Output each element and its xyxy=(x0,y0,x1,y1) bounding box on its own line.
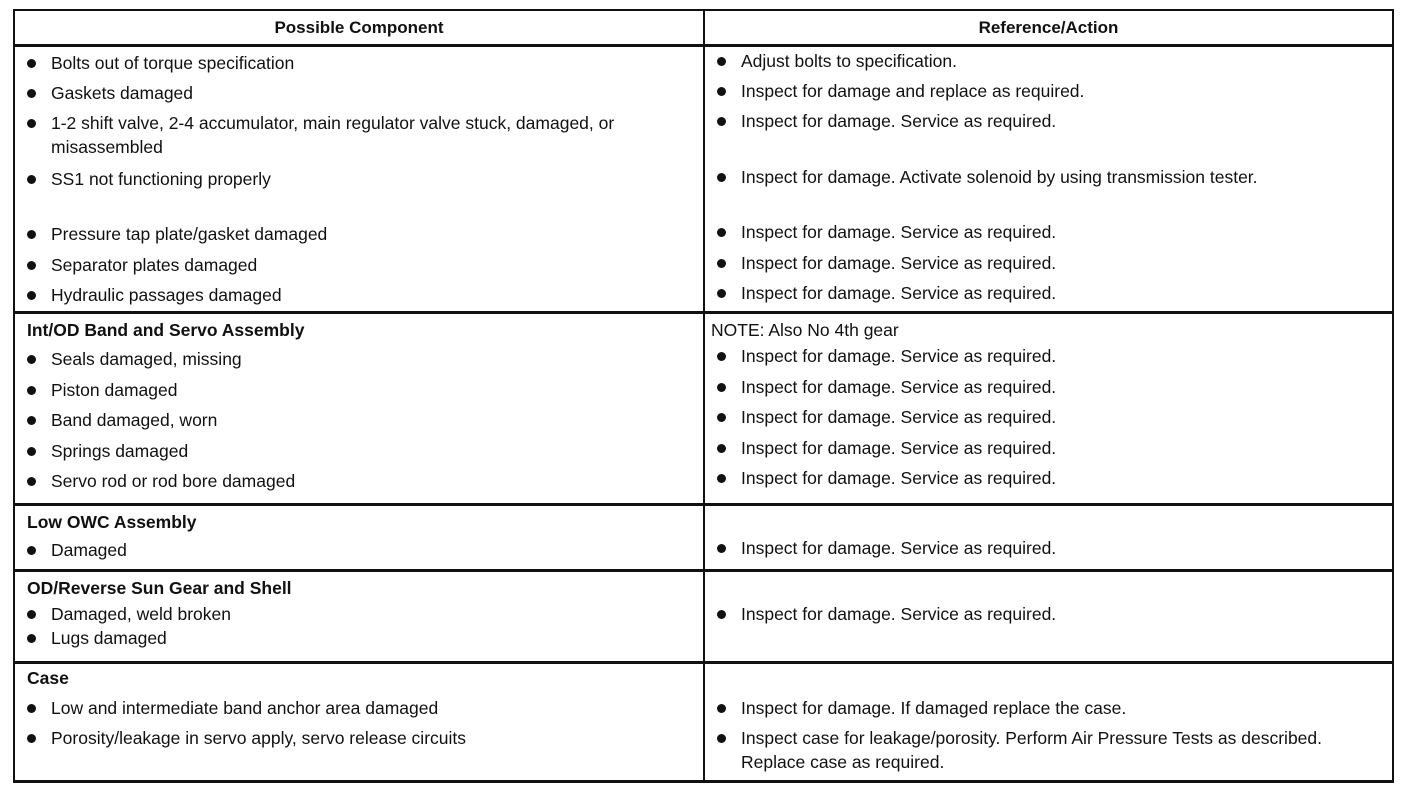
bullet-icon xyxy=(717,228,726,237)
component-cell xyxy=(14,313,704,505)
bullet-icon xyxy=(27,734,36,743)
bullet-icon xyxy=(717,57,726,66)
bullet-icon xyxy=(27,261,36,270)
component-item: Gaskets damaged xyxy=(51,83,194,103)
group-title: Case xyxy=(27,668,69,688)
action-cell xyxy=(704,313,1393,505)
bullet-icon xyxy=(27,416,36,425)
action-cell xyxy=(704,505,1393,571)
bullet-icon xyxy=(717,289,726,298)
table-row xyxy=(14,313,1393,505)
group-title: OD/Reverse Sun Gear and Shell xyxy=(27,578,292,598)
action-item: Inspect for damage. Service as required. xyxy=(741,407,1057,427)
component-item: Pressure tap plate/gasket damaged xyxy=(51,224,328,244)
action-item: Inspect for damage. Activate solenoid by using transmission tester. xyxy=(741,167,1258,187)
bullet-icon xyxy=(717,117,726,126)
bullet-icon xyxy=(717,259,726,268)
action-item: Inspect for damage. Service as required. xyxy=(741,111,1057,131)
table-row xyxy=(14,46,1393,313)
component-item: Hydraulic passages damaged xyxy=(51,285,282,305)
component-item: Damaged xyxy=(51,540,127,560)
bullet-icon xyxy=(27,59,36,68)
table-header-row xyxy=(14,10,1393,46)
bullet-icon xyxy=(27,119,36,128)
action-item: Inspect for damage and replace as required. xyxy=(741,81,1085,101)
action-cell xyxy=(704,571,1393,663)
group-title: Low OWC Assembly xyxy=(27,512,197,532)
action-item: Inspect for damage. Service as required. xyxy=(741,377,1057,397)
action-item: Inspect for damage. Service as required. xyxy=(741,438,1057,458)
bullet-icon xyxy=(27,89,36,98)
bullet-icon xyxy=(27,546,36,555)
action-item: Inspect for damage. Service as required. xyxy=(741,604,1057,624)
component-item: Porosity/leakage in servo apply, servo release circuits xyxy=(51,728,467,748)
action-item: Inspect for damage. Service as required. xyxy=(741,468,1057,488)
bullet-icon xyxy=(717,413,726,422)
bullet-icon xyxy=(717,352,726,361)
action-item: Inspect for damage. Service as required. xyxy=(741,222,1057,242)
bullet-icon xyxy=(27,230,36,239)
component-item: Separator plates damaged xyxy=(51,255,258,275)
component-item: Damaged, weld broken xyxy=(51,604,231,624)
bullet-icon xyxy=(717,610,726,619)
action-item: Inspect for damage. If damaged replace the case. xyxy=(741,698,1127,718)
component-cell xyxy=(14,663,704,782)
bullet-icon xyxy=(27,477,36,486)
group-title: Int/OD Band and Servo Assembly xyxy=(27,320,305,340)
bullet-icon xyxy=(717,383,726,392)
bullet-icon xyxy=(27,634,36,643)
note-text: NOTE: Also No 4th gear xyxy=(711,320,899,340)
action-cell xyxy=(704,663,1393,782)
component-item: Servo rod or rod bore damaged xyxy=(51,471,296,491)
header-reference-action: Reference/Action xyxy=(704,10,1393,46)
bullet-icon xyxy=(717,474,726,483)
bullet-icon xyxy=(27,291,36,300)
bullet-icon xyxy=(717,173,726,182)
action-item: Inspect for damage. Service as required. xyxy=(741,283,1057,303)
component-item: SS1 not functioning properly xyxy=(51,169,271,189)
action-item: Adjust bolts to specification. xyxy=(741,51,957,71)
bullet-icon xyxy=(717,734,726,743)
component-item: Lugs damaged xyxy=(51,628,167,648)
component-item: Band damaged, worn xyxy=(51,410,218,430)
action-item: Inspect for damage. Service as required. xyxy=(741,538,1057,558)
diagnosis-table xyxy=(13,9,1394,783)
bullet-icon xyxy=(27,386,36,395)
table-row xyxy=(14,505,1393,571)
action-item: Inspect case for leakage/porosity. Perform Air Pressure Tests as described. Replace case as required. xyxy=(741,728,1323,772)
action-item: Inspect for damage. Service as required. xyxy=(741,253,1057,273)
bullet-icon xyxy=(27,610,36,619)
header-possible-component: Possible Component xyxy=(14,10,704,46)
bullet-icon xyxy=(717,544,726,553)
component-cell xyxy=(14,571,704,663)
component-cell xyxy=(14,46,704,313)
component-item: Springs damaged xyxy=(51,441,189,461)
bullet-icon xyxy=(717,87,726,96)
bullet-icon xyxy=(717,704,726,713)
table-row xyxy=(14,663,1393,782)
component-item: Bolts out of torque specification xyxy=(51,53,295,73)
table-row xyxy=(14,571,1393,663)
bullet-icon xyxy=(27,447,36,456)
bullet-icon xyxy=(717,444,726,453)
component-cell xyxy=(14,505,704,571)
component-item: Piston damaged xyxy=(51,380,178,400)
action-cell xyxy=(704,46,1393,313)
component-item: Seals damaged, missing xyxy=(51,349,242,369)
bullet-icon xyxy=(27,355,36,364)
component-item: 1-2 shift valve, 2-4 accumulator, main regulator valve stuck, damaged, or misassembled xyxy=(51,113,615,157)
bullet-icon xyxy=(27,175,36,184)
bullet-icon xyxy=(27,704,36,713)
component-item: Low and intermediate band anchor area damaged xyxy=(51,698,439,718)
action-item: Inspect for damage. Service as required. xyxy=(741,346,1057,366)
